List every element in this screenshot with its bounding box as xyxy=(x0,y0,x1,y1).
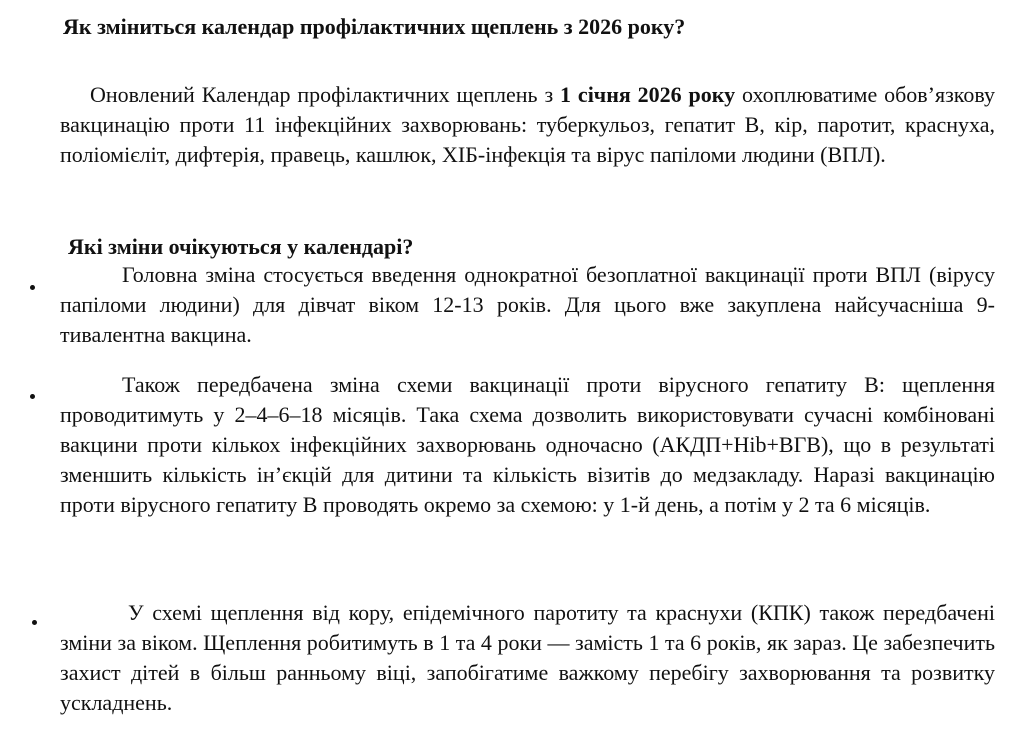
intro-date: 1 січня 2026 року xyxy=(560,82,736,107)
bullet-marker-3 xyxy=(32,620,37,625)
intro-text-rest: охоплюватиме обов’язкову вакцинацію проти 11 інфекційних захворювань: туберкульоз, гепатит В, кір, паротит, краснуха, поліомієліт, дифтерія, правець, кашлюк, ХІБ-інфекція та вірус папіломи людини (ВПЛ). xyxy=(60,82,996,167)
bullet-paragraph-2: Також передбачена зміна схеми вакцинації проти вірусного гепатиту В: щеплення проводитимуть у 2–4–6–18 місяців. Така схема дозволить використовувати сучасні комбіновані вакцини проти кількох інфекційних захворювань одночасно (АКДП+Hib+ВГВ), що в результаті зменшить кількість ін’єкцій для дитини та кількість візитів до медзакладу. Наразі вакцинацію проти вірусного гепатиту В проводять окремо за схемою: у 1-й день, а потім у 2 та 6 місяців. xyxy=(60,372,995,517)
intro-text-start: Оновлений Календар профілактичних щеплень з xyxy=(90,82,561,107)
intro-paragraph xyxy=(60,80,995,170)
section-subtitle: Які зміни очікуються у календарі? xyxy=(68,234,414,259)
bullet-paragraph-3: У схемі щеплення від кору, епідемічного паротиту та краснухи (КПК) також передбачені зміни за віком. Щеплення робитимуть в 1 та 4 роки — замість 1 та 6 років, як зараз. Це забезпечить захист дітей в більш ранньому віці, запобігатиме важкому перебігу захворювання та розвитку ускладнень. xyxy=(60,600,995,715)
document-title: Як зміниться календар профілактичних щеплень з 2026 року? xyxy=(63,14,686,39)
bullet-marker-2 xyxy=(30,394,35,399)
bullet-marker-1 xyxy=(30,285,35,290)
bullet-paragraph-1: Головна зміна стосується введення однократної безоплатної вакцинації проти ВПЛ (вірусу папіломи людини) для дівчат віком 12-13 років. Для цього вже закуплена найсучасніша 9-тивалентна вакцина. xyxy=(60,262,995,347)
